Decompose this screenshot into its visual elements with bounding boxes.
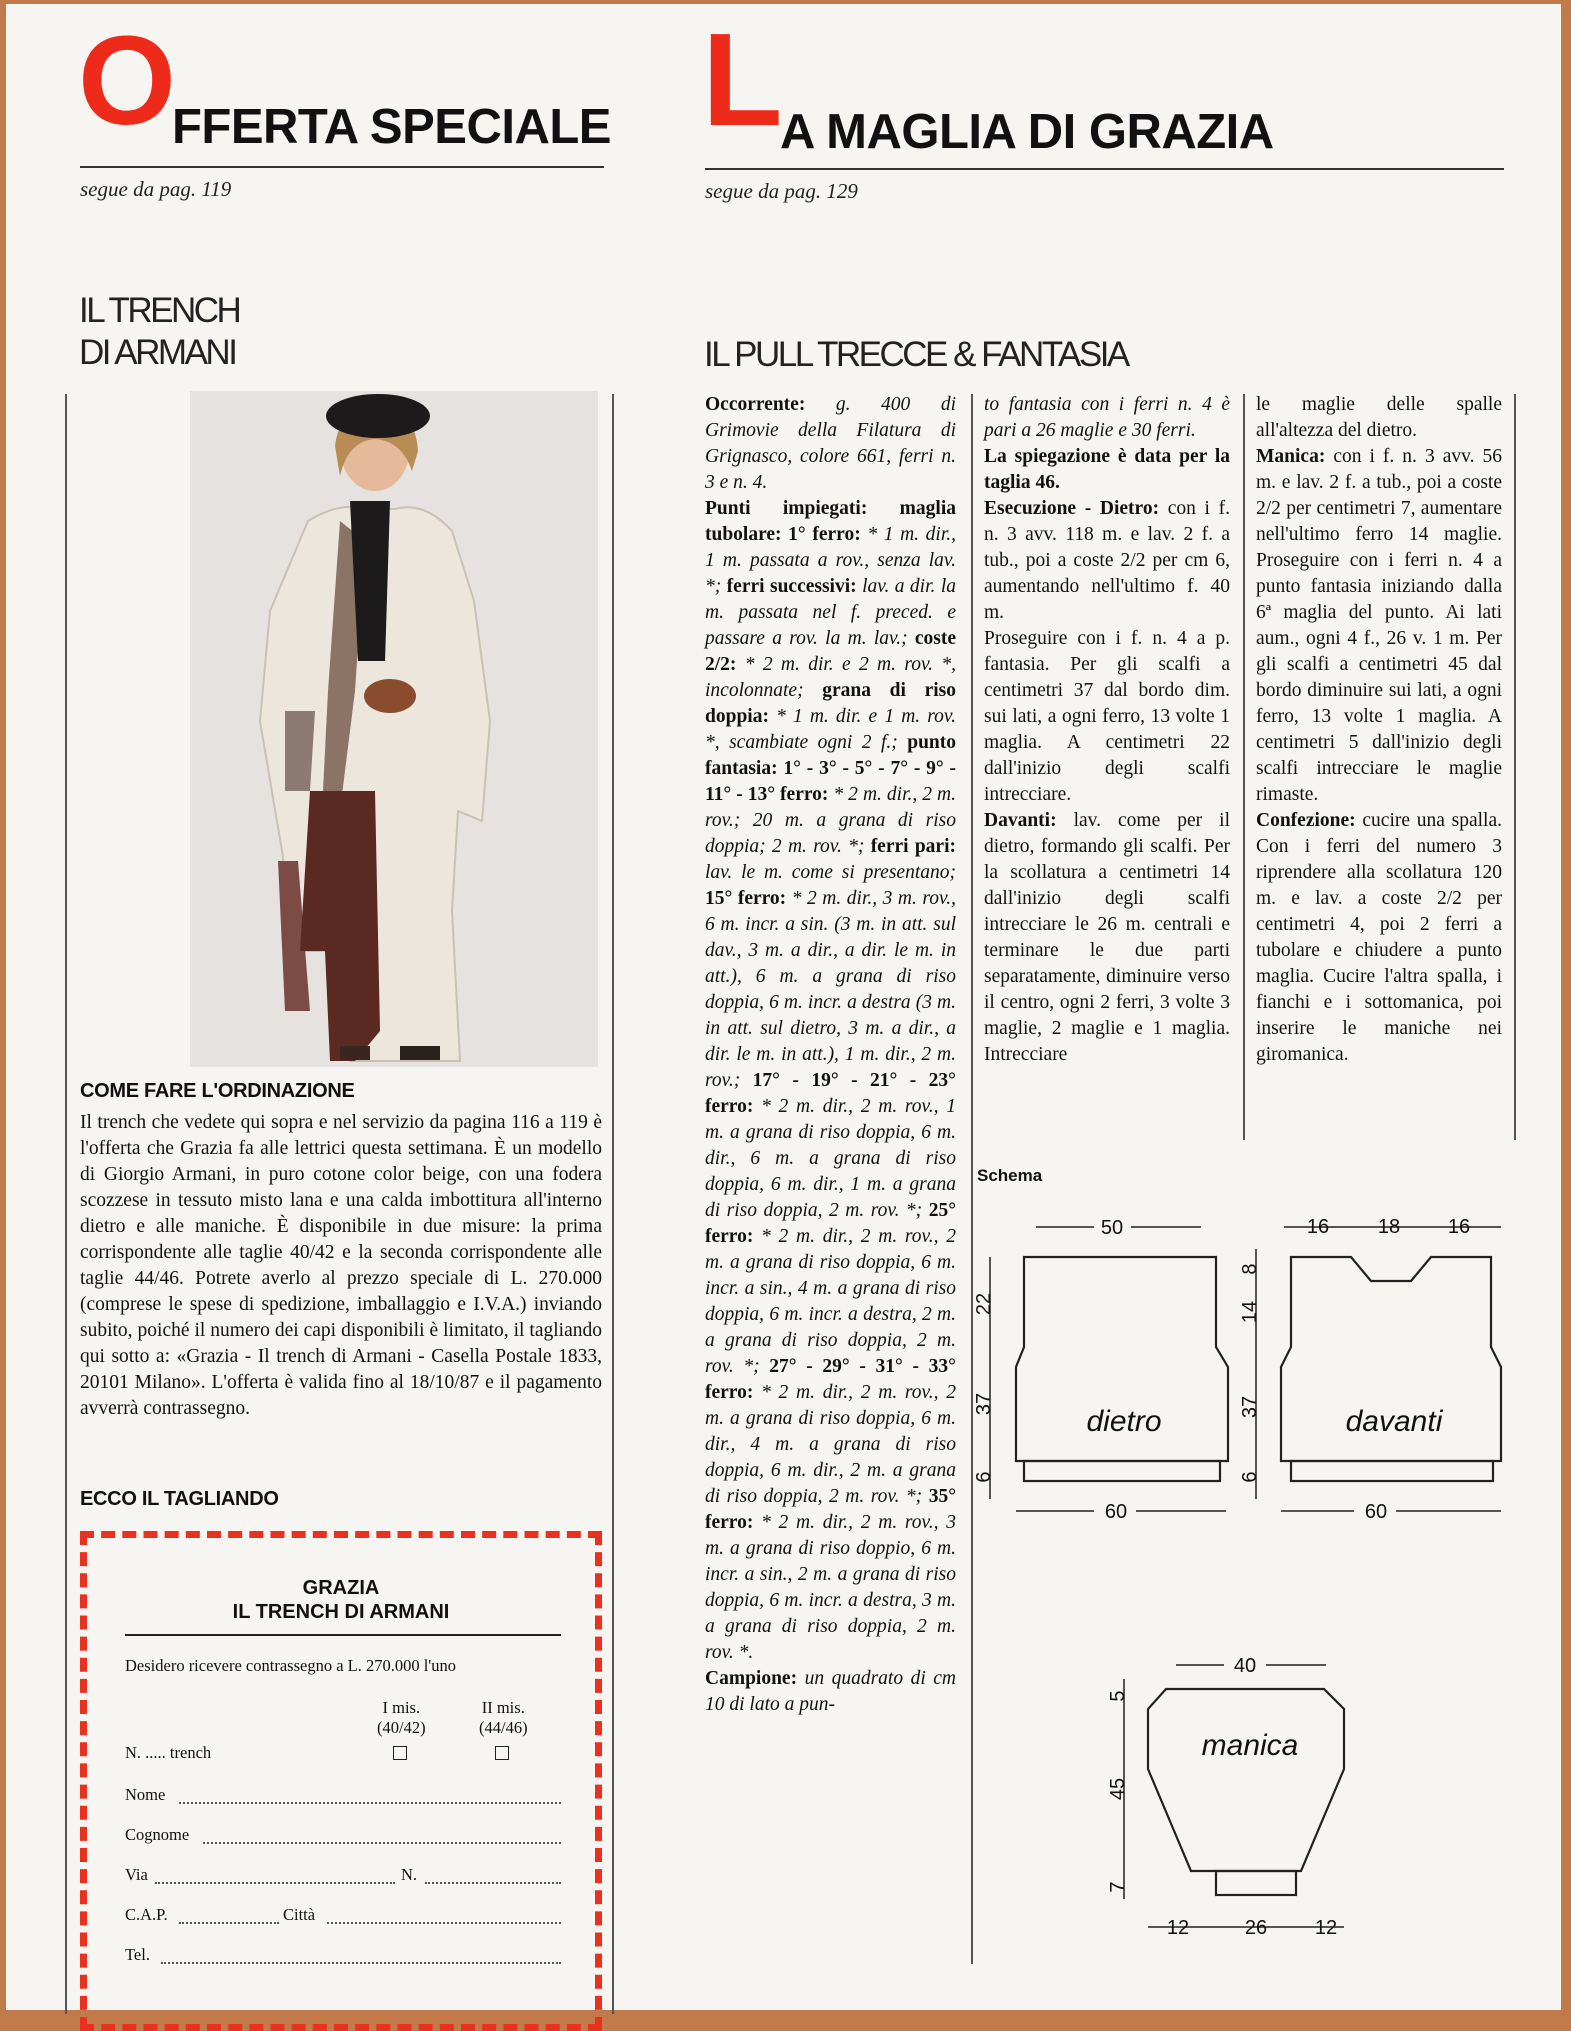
punti-text-2: lav. a dir. la m. passata nel f. preced. e passare a rov. la m. lav.;	[705, 576, 956, 649]
manica-top-dim: 40	[1233, 1655, 1257, 1677]
punti-label: Punti impiegati: maglia tubolare: 1° ferro:	[705, 498, 956, 545]
col2-rule	[1243, 394, 1245, 1140]
occorrente-label: Occorrente:	[705, 394, 836, 415]
punti-paragraph	[705, 496, 956, 1666]
punti-text-1: * 1 m. dir., 1 m. passata a rov., senza lav. *;	[705, 524, 956, 597]
dietro-piece-label: dietro	[1086, 1405, 1162, 1438]
right-header-title: A MAGLIA DI GRAZIA	[780, 105, 1274, 159]
instructions-col3	[1256, 392, 1502, 1068]
nome-field[interactable]	[179, 1802, 561, 1804]
taglia-note: La spiegazione è data per la taglia 46.	[984, 446, 1230, 493]
col3-rule	[1514, 394, 1516, 1140]
coupon-title1: GRAZIA	[302, 1577, 380, 1599]
punti-text-7: * 2 m. dir., 3 m. rov., 6 m. incr. a sin. (3 m. in att. sul dav., 3 m. a dir., a dir. le m. in att.), 6 m. a grana di riso doppia, 6 m. incr. a destra (3 m. in att. sul dietro, 3 m. a dir., a dir. le m. in att.), 1 m. dir., 2 m. rov.;	[705, 888, 956, 1091]
confezione-label: Confezione:	[1256, 810, 1363, 831]
coupon-quantity: N. ..... trench	[125, 1743, 212, 1762]
right-segue: segue da pag. 129	[705, 179, 858, 203]
schema-label: Schema	[977, 1166, 1043, 1185]
esecuzione-label: Esecuzione - Dietro:	[984, 498, 1168, 519]
punti-label-6: ferri pari:	[870, 836, 956, 857]
occorrente-text: g. 400 di Grimovie della Filatura di Grignasco, colore 661, ferri n. 3 e n. 4.	[705, 394, 957, 493]
davanti-height-top: 8	[1239, 1263, 1261, 1275]
col2-p1-text: to fantasia con i ferri n. 4 è pari a 26 maglie e 30 ferri.	[984, 394, 1230, 441]
davanti-top-left: 16	[1306, 1216, 1330, 1238]
instructions-col1	[705, 392, 956, 1718]
punti-text-6: lav. le m. come si presentano;	[705, 862, 956, 883]
punti-text-3: * 2 m. dir. e 2 m. rov. *, incolonnate;	[705, 654, 956, 701]
model-figure-image	[190, 391, 598, 1067]
campione-paragraph	[705, 1666, 956, 1718]
punti-label-5: punto fantasia: 1° - 3° - 5° - 7° - 9° - 11° - 13° ferro:	[705, 732, 956, 805]
campione-text: un quadrato di cm 10 di lato a pun-	[705, 1668, 956, 1715]
pattern-schema	[973, 1199, 1516, 1939]
davanti-top-mid: 18	[1377, 1216, 1401, 1238]
left-section-line2: DI ARMANI	[79, 333, 236, 372]
campione-label: Campione:	[705, 1668, 805, 1689]
punti-label-7: 15° ferro:	[705, 888, 792, 909]
col2-p1	[984, 392, 1230, 444]
manica-bottom-mid: 26	[1244, 1917, 1268, 1939]
coupon-size1-label	[377, 1698, 426, 1738]
punti-text-8: * 2 m. dir., 2 m. rov., 1 m. a grana di riso doppia, 6 m. dir., 6 m. a grana di riso doppia, 6 m. dir., 1 m. a grana di riso doppia, 2 m. rov. *;	[705, 1096, 956, 1221]
col2-p3	[984, 496, 1230, 626]
dietro-top-dim: 50	[1100, 1217, 1124, 1239]
left-margin-rule	[65, 394, 67, 2014]
col3-p2	[1256, 444, 1502, 808]
proseguire-text: Proseguire con i f. n. 4 a p. fantasia. Per gli scalfi a centimetri 37 dal bordo dim. sui lati, a ogni ferro, 13 volte 1 maglia. A centimetri 22 dall'inizio degli scalfi intrecciare.	[984, 628, 1230, 805]
left-header-title: FFERTA SPECIALE	[172, 100, 611, 154]
left-segue: segue da pag. 119	[80, 177, 232, 201]
manica-height-top: 5	[1107, 1690, 1129, 1702]
trench-photo	[190, 391, 598, 1067]
left-section-title	[79, 290, 239, 374]
davanti-label: Davanti:	[984, 810, 1074, 831]
left-header-rule	[80, 166, 604, 168]
punti-text-4: * 1 m. dir. e 1 m. rov. *, scambiate ogni 2 f.;	[705, 706, 956, 753]
punti-text-10: * 2 m. dir., 2 m. rov., 2 m. a grana di riso doppia, 6 m. dir., 4 m. a grana di riso doppia, 6 m. dir., 2 m. a grana di riso doppia, 2 m. rov. *;	[705, 1382, 956, 1507]
right-section-title: IL PULL TRECCE & FANTASIA	[704, 335, 1128, 374]
right-header-rule	[705, 168, 1504, 170]
coupon-title-rule	[125, 1634, 561, 1636]
coupon-intro: Desidero ricevere contrassegno a L. 270.000 l'uno	[125, 1656, 457, 1675]
size2-checkbox[interactable]	[495, 1746, 509, 1760]
punti-text-11: * 2 m. dir., 2 m. rov., 3 m. a grana di riso doppio, 6 m. incr. a sin., 2 m. a grana di riso doppia, 6 m. incr. a destra, 3 m. a grana di riso doppia, 2 m. rov. *.	[705, 1512, 956, 1663]
punti-label-8: 17° - 19° - 21° - 23° ferro:	[705, 1070, 956, 1117]
coupon-cognome-label: Cognome	[125, 1825, 190, 1844]
punti-label-10: 27° - 29° - 31° - 33° ferro:	[705, 1356, 956, 1403]
magazine-page	[6, 4, 1561, 2010]
davanti-top-right: 16	[1447, 1216, 1471, 1238]
col3-p1	[1256, 392, 1502, 444]
col2-p2	[984, 444, 1230, 496]
left-section-line1: IL TRENCH	[79, 291, 240, 330]
punti-label-11: 35° ferro:	[705, 1486, 956, 1533]
coupon-title2: IL TRENCH DI ARMANI	[232, 1601, 450, 1623]
col2-p5	[984, 808, 1230, 1068]
via-field[interactable]	[155, 1882, 395, 1884]
size1-checkbox[interactable]	[393, 1746, 407, 1760]
coupon-nome-label: Nome	[125, 1785, 166, 1804]
dietro-height-bot: 6	[973, 1471, 995, 1483]
davanti-text: lav. come per il dietro, formando gli scalfi. Per la scollatura a centimetri 14 dall'inizio degli scalfi intrecciare le 26 m. centrali e terminare le due parti separatamente, diminuire verso il centro, ogni 2 ferri, 3 volte 3 maglie, 2 maglie e 1 maglia. Intrecciare	[984, 810, 1230, 1065]
coupon-citta-label: Città	[283, 1905, 316, 1924]
cognome-field[interactable]	[203, 1842, 561, 1844]
left-header-initial: O	[78, 10, 177, 151]
davanti-bottom-dim: 60	[1364, 1501, 1388, 1523]
spalle-text: le maglie delle spalle all'altezza del dietro.	[1256, 394, 1502, 441]
coupon-heading: ECCO IL TAGLIANDO	[80, 1488, 279, 1510]
right-header-initial: L	[702, 6, 783, 153]
size1-line2: (40/42)	[377, 1718, 426, 1737]
size2-line2: (44/46)	[479, 1718, 528, 1737]
esecuzione-text: con i f. n. 3 avv. 118 m. e lav. 2 f. a tub., poi a coste 2/2 per cm 6, aumentando nell'ultimo f. 40 m.	[984, 498, 1230, 623]
occorrente-paragraph	[705, 392, 956, 496]
punti-label-2: ferri successivi:	[726, 576, 863, 597]
coupon-n-label: N.	[401, 1865, 418, 1884]
instructions-col2	[984, 392, 1230, 1068]
dietro-height-top: 22	[973, 1292, 995, 1316]
davanti-height-top2: 14	[1239, 1300, 1261, 1324]
manica-height-bot: 7	[1107, 1881, 1129, 1893]
coupon-tel-label: Tel.	[125, 1945, 150, 1964]
manica-bottom-right: 12	[1314, 1917, 1338, 1939]
tel-field[interactable]	[161, 1962, 561, 1964]
civic-number-field[interactable]	[425, 1882, 561, 1884]
dietro-bottom-dim: 60	[1104, 1501, 1128, 1523]
coupon-via-label: Via	[125, 1865, 148, 1884]
size2-line1: II mis.	[481, 1698, 525, 1717]
dietro-height-mid: 37	[973, 1392, 995, 1416]
manica-piece-label: manica	[1201, 1729, 1299, 1762]
davanti-piece-label: davanti	[1345, 1405, 1443, 1438]
coupon-size2-label	[479, 1698, 528, 1738]
size1-line1: I mis.	[382, 1698, 421, 1717]
punti-text-9: * 2 m. dir., 2 m. rov., 2 m. a grana di riso doppia, 6 m. incr. a sin., 4 m. a grana di riso doppia, 6 m. incr. a destra, 2 m. a grana di riso doppia, 2 m. rov. *;	[705, 1226, 956, 1377]
punti-text-5: * 2 m. dir., 2 m. rov.; 20 m. a grana di riso doppia; 2 m. rov. *;	[705, 784, 956, 857]
col3-p3	[1256, 808, 1502, 1068]
order-text: Il trench che vedete qui sopra e nel servizio da pagina 116 a 119 è l'offerta che Grazia fa alle lettrici questa settimana. È un modello di Giorgio Armani, in puro cotone color beige, con una fodera scozzese in tessuto misto lana e una calda imbottitura all'interno dietro e alle maniche. È disponibile in due misure: la prima corrispondente alle taglie 40/42 e la seconda corrispondente alle taglie 44/46. Potrete averlo al prezzo speciale di L. 270.000 (comprese le spese di spedizione, imballaggio e I.V.A.) inviando subito, poiché il numero dei capi disponibili è limitato, il tagliando qui sotto a: «Grazia - Il trench di Armani - Casella Postale 1833, 20101 Milano». L'offerta è valida fino al 18/10/87 e il pagamento avverrà contrassegno.	[80, 1112, 602, 1419]
citta-field[interactable]	[327, 1922, 561, 1924]
manica-text: con i f. n. 3 avv. 56 m. e lav. 2 f. a tub., poi a coste 2/2 per centimetri 7, aumentare nell'ultimo ferro 14 maglie. Proseguire con i ferri n. 4 a punto fantasia iniziando dalla 6ª maglia del punto. Ai lati aum., ogni 4 f., 26 v. 1 m. Per gli scalfi a centimetri 45 dal bordo diminuire sui lati, a ogni ferro, 13 volte 1 maglia. A centimetri 5 dall'inizio degli scalfi intrecciare le maglie rimaste.	[1256, 446, 1502, 805]
col1-rule	[971, 394, 973, 1964]
confezione-text: cucire una spalla. Con i ferri del numero 3 riprendere alla scollatura 120 m. e lav. a coste 2/2 per centimetri 4, poi 2 ferri a tubolare e chiudere a punto maglia. Cucire l'altra spalla, i fianchi e i sottomanica, poi inserire le maniche nei giromanica.	[1256, 810, 1502, 1065]
left-col-rule	[612, 394, 614, 2014]
punti-label-4: grana di riso doppia:	[705, 680, 956, 727]
coupon-cap-label: C.A.P.	[125, 1905, 168, 1924]
davanti-height-mid: 37	[1239, 1395, 1261, 1419]
davanti-height-bot: 6	[1239, 1471, 1261, 1483]
col2-p4	[984, 626, 1230, 808]
punti-label-9: 25° ferro:	[705, 1200, 956, 1247]
manica-height-mid: 45	[1107, 1777, 1129, 1801]
manica-label: Manica:	[1256, 446, 1334, 467]
punti-label-3: coste 2/2:	[705, 628, 956, 675]
cap-field[interactable]	[179, 1922, 279, 1924]
manica-bottom-left: 12	[1166, 1917, 1190, 1939]
coupon-form	[80, 1531, 602, 2031]
order-heading: COME FARE L'ORDINAZIONE	[80, 1080, 355, 1102]
